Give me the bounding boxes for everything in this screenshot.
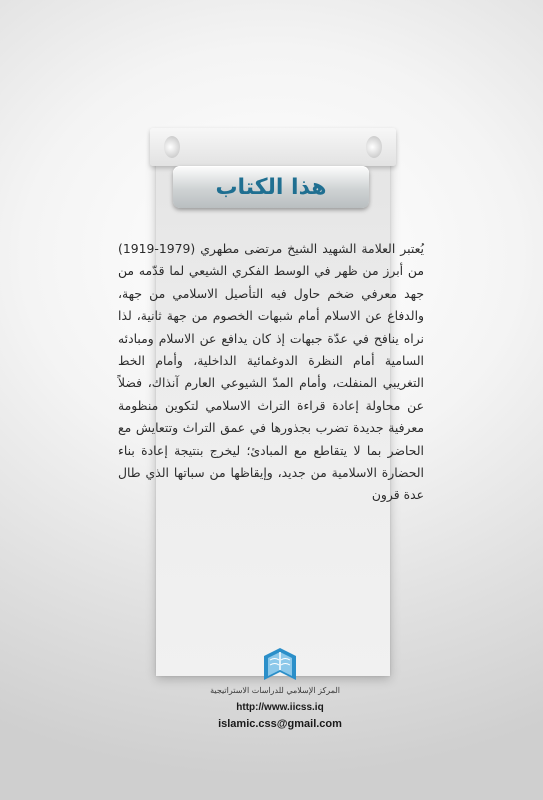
fold-right-shape <box>366 136 382 158</box>
publisher-email[interactable]: islamic.css@gmail.com <box>218 718 342 730</box>
page-title: هذا الكتاب <box>215 174 327 200</box>
publisher-name: المركز الإسلامي للدراسات الاستراتيجية <box>210 686 340 695</box>
fold-left-shape <box>164 136 180 158</box>
book-description: يُعتبر العلامة الشهيد الشيخ مرتضى مطهري (1979-1919) من أبرز من ظهر في الوسط الفكري الشيعي لما قدّمه من جهد معرفي ضخم حاول فيه التأصيل الاسلامي من جهة، والدفاع عن الاسلام أمام شبهات الخصوم من جهة ثانية، لذا نراه ينافح في عدّة جبهات إذ كان يدافع عن الاسلام ومبادئه السامية أمام النظرة الدوغمائية الداخلية، وأمام الخط التغريبي المنفلت، وأمام المدّ الشيوعي العارم آنذاك، فضلاً عن محاولة إعادة قراءة التراث الاسلامي لتكوين منظومة معرفية جديدة تضرب بجذورها في عمق التراث وتتعايش مع الحاضر بما لا يتقاطع مع المبادئ؛ ليخرج بنتيجة إعادة بناء الحضارة الاسلامية من جديد، وإيقاظها من سباتها الذي طال عدة قرون <box>118 241 424 503</box>
paper-top-fold <box>150 128 396 166</box>
publisher-url[interactable]: http://www.iicss.iq <box>236 702 324 713</box>
heading-label <box>173 166 369 208</box>
book-arch-logo-icon <box>258 646 302 686</box>
